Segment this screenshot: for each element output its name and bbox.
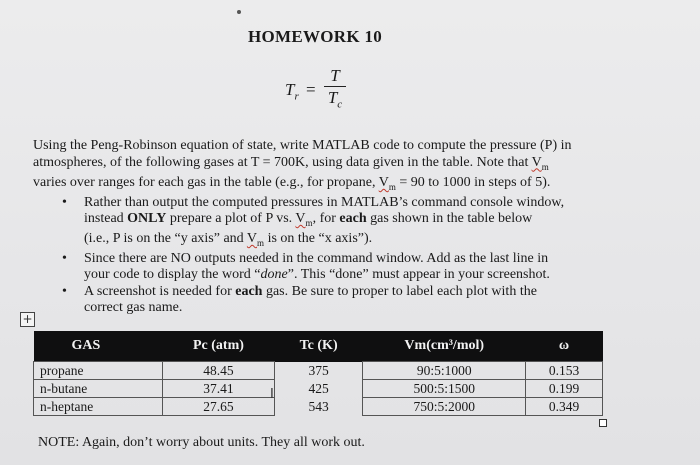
formula-numerator: T [330,66,340,85]
cell-omega: 0.199 [526,380,603,398]
formula-denominator: $T_c$ [327,88,343,111]
formula-equals: = [306,80,316,99]
text-cursor-icon: I [270,387,274,402]
cell-tc: 375 [308,363,329,378]
cell-pc: 27.65 [163,398,275,416]
para-line-3: varies over ranges for each gas in the table (e.g., for propane, $V_m = 90$ to 1000 in steps of 5). [33,174,551,192]
bullet-line: (i.e., P is on the “y axis” and $V_m$ is on the “x axis”). [84,231,373,248]
bullet-mark: • [62,195,67,210]
bullet-line: Rather than output the computed pressures in MATLAB’s command console window, [84,195,565,210]
bullet-mark: • [62,283,67,299]
cell-omega: 0.153 [526,362,603,380]
cell-tc: 543 [308,399,329,414]
cell-gas: propane [34,362,163,380]
vm-symbol: $V_m$ [246,231,265,248]
gas-data-table [33,331,603,416]
table-row [34,380,603,398]
bullet-item [62,251,564,283]
bullet-line: Since there are NO outputs needed in the command window. Add as the last line in [84,251,549,267]
instruction-paragraph [33,138,613,195]
cell-tc: 425 [308,381,329,396]
cell-vm: 750:5:2000 [363,398,526,416]
cell-vm: 500:5:1500 [363,380,526,398]
bullet-item [62,284,564,316]
bullet-mark: • [62,251,67,267]
note-text: NOTE: Again, don’t worry about units. They all work out. [38,435,365,450]
header-tc: Tc (K) [274,331,363,362]
bullet-list [62,195,564,316]
resize-handle[interactable] [599,419,607,427]
formula-lhs: $T_r$ [285,80,299,103]
formula-fraction [323,66,347,111]
cell-pc: 48.45 [163,362,275,380]
page-title: HOMEWORK 10 [247,27,383,46]
vm-symbol: $V_m$ [295,211,313,228]
bullet-line: correct gas name. [84,299,183,315]
para-line-2: atmospheres, of the following gases at T = 700K, using data given in the table. Note that $V_m$ [33,154,549,172]
table-row [34,362,603,380]
vm-symbol: $V_m$ [531,154,549,172]
bullet-line: A screenshot is needed for each gas. Be sure to proper to label each plot with the [84,283,537,299]
table-row [34,398,603,416]
cell-vm: 90:5:1000 [363,362,526,380]
cell-pc: 37.41 [163,380,275,398]
vm-symbol: $V_m$ [378,174,396,192]
cell-gas: n-heptane [34,398,163,416]
table-header-row [34,331,603,362]
bullet-line: your code to display the word “done”. This “done” must appear in your screenshot. [84,267,550,283]
plus-icon[interactable]: + [20,312,35,327]
bullet-line: instead ONLY prepare a plot of P vs. $V_m$, for each gas shown in the table below [84,211,533,228]
bullet-item [62,195,564,251]
cell-omega: 0.349 [526,398,603,416]
header-omega: ω [526,331,603,362]
page-dot [237,10,241,14]
header-pc: Pc (atm) [163,331,275,362]
cell-gas: n-butane [34,380,163,398]
header-gas: GAS [34,331,163,362]
para-line-1: Using the Peng-Robinson equation of state, write MATLAB code to compute the pressure (P) in [33,138,572,153]
header-vm: Vm(cm³/mol) [363,331,526,362]
